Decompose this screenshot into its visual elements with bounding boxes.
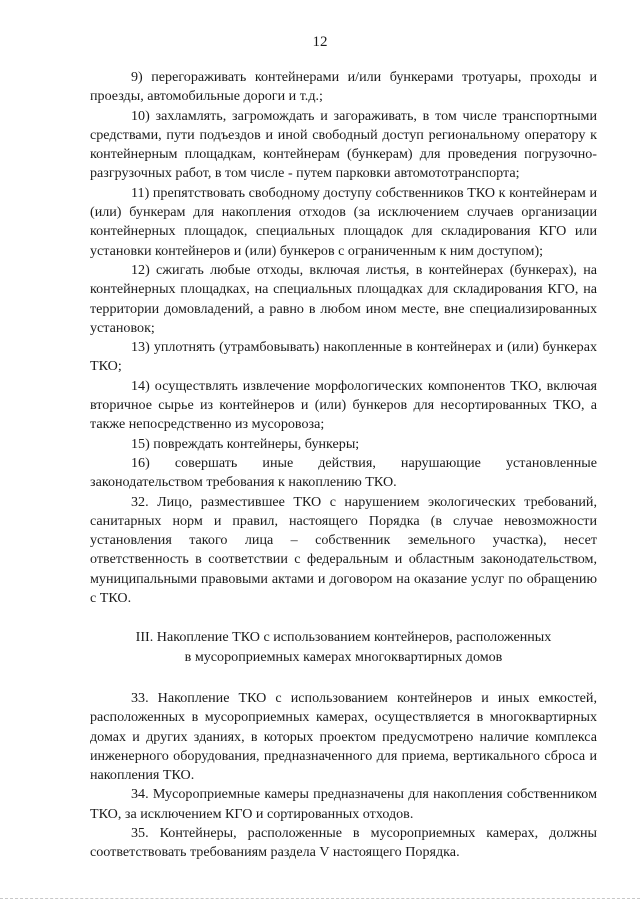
clause-33: 33. Накопление ТКО с использованием контейнеров и иных емкостей, расположенных в мусороприемных камерах, осуществляется в многоквартирных домах и других зданиях, в которых проектом предусмотрено наличие комплекса инженерного оборудования, предназначенного для приема, вертикального сброса и накопления ТКО. [90, 689, 597, 784]
clause-35: 35. Контейнеры, расположенные в мусороприемных камерах, должны соответствовать требованиям раздела V настоящего Порядка. [90, 824, 597, 861]
clause-34: 34. Мусороприемные камеры предназначены для накопления собственником ТКО, за исключением КГО и сортированных отходов. [90, 786, 597, 822]
section-heading-line-2: в мусороприемных камерах многоквартирных домов [184, 648, 503, 665]
list-item-9: 9) перегораживать контейнерами и/или бункерами тротуары, проходы и проезды, автомобильные дороги и т.д.; [90, 69, 597, 105]
list-item-14: 14) осуществлять извлечение морфологических компонентов ТКО, включая вторичное сырье из контейнеров и (или) бункеров для несортированных ТКО, а также непосредственно из мусоровоза; [90, 377, 597, 433]
list-item-15: 15) повреждать контейнеры, бункеры; [131, 435, 360, 452]
section-heading-line-1: III. Накопление ТКО с использованием контейнеров, расположенных [135, 629, 552, 646]
list-item-11: 11) препятствовать свободному доступу собственников ТКО к контейнерам и (или) бункерам для накопления отходов (за исключением случаев организации контейнерных площадок, специальных площадок для складирования КГО или установки контейнеров и (или) бункеров с ограниченным к ним доступом); [90, 184, 597, 259]
list-item-10: 10) захламлять, загромождать и загораживать, в том числе транспортными средствами, пути подъездов и иной свободный доступ региональному оператору к контейнерным площадкам, контейнерам (бункерам) для проведения погрузочно-разгрузочных работ, в том числе - путем парковки автомототранспорта; [90, 107, 597, 182]
clause-32: 32. Лицо, разместившее ТКО с нарушением экологических требований, санитарных норм и правил, настоящего Порядка (в случае невозможности установления такого лица – собственник земельного участка), несет ответственность в соответствии с федеральным и областным законодательством, муниципальными правовыми актами и договором на оказание услуг по обращению с ТКО. [90, 493, 597, 607]
page-number: 12 [312, 34, 328, 50]
document-body [90, 68, 597, 863]
scan-edge-divider [0, 897, 640, 899]
list-item-16: 16) совершать иные действия, нарушающие установленные законодательством требования к накоплению ТКО. [90, 454, 597, 491]
section-heading [90, 628, 597, 667]
list-item-12: 12) сжигать любые отходы, включая листья, в контейнерах (бункерах), на контейнерных площадках, на специальных площадках для складирования КГО, на территории домовладений, а равно в любом ином месте, вне специализированных установок; [90, 261, 597, 336]
list-item-13: 13) уплотнять (утрамбовывать) накопленные в контейнерах и (или) бункерах ТКО; [90, 339, 597, 375]
